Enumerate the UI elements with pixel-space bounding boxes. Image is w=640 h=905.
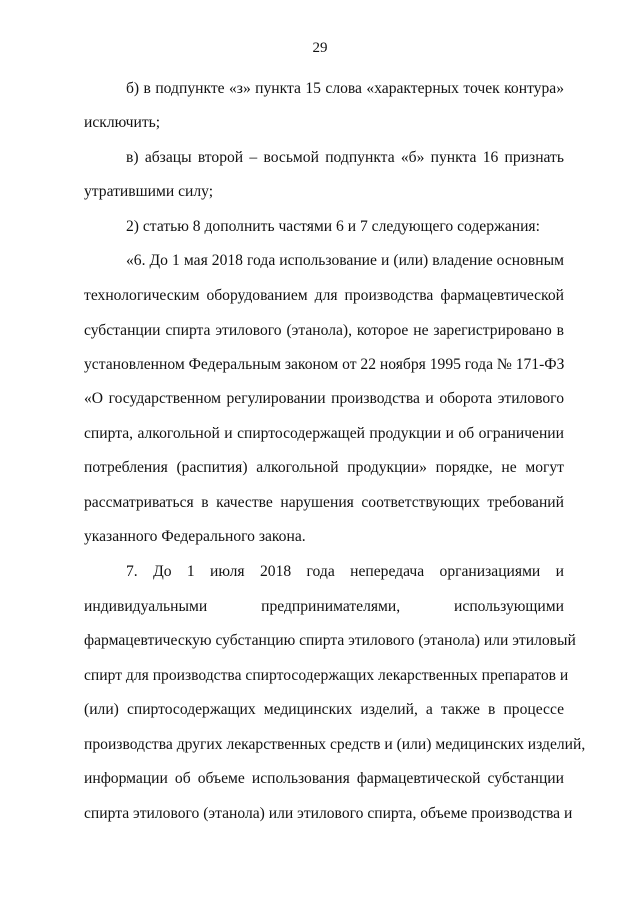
text-line: производства других лекарственных средств и (или) медицинских изделий, xyxy=(84,736,586,753)
text-line: «6. До 1 мая 2018 года использование и (или) владение основным xyxy=(126,252,564,269)
text-line: субстанции спирта этилового (этанола), которое не зарегистрировано в xyxy=(84,322,564,339)
text-line: б) в подпункте «з» пункта 15 слова «характерных точек контура» xyxy=(126,80,564,97)
text-line: (или) спиртосодержащих медицинских изделий, а также в процессе xyxy=(84,701,564,718)
text-line: установленном Федеральным законом от 22 ноября 1995 года № 171-ФЗ xyxy=(84,356,565,373)
text-line: спирт для производства спиртосодержащих лекарственных препаратов и xyxy=(84,667,569,684)
text-line: 7. До 1 июля 2018 года непередача организациями и xyxy=(126,563,564,580)
text-line: спирта, алкогольной и спиртосодержащей продукции и об ограничении xyxy=(84,425,564,442)
text-line: исключить; xyxy=(84,114,161,131)
text-line: рассматриваться в качестве нарушения соответствующих требований xyxy=(84,494,564,511)
text-line: индивидуальными предпринимателями, использующими xyxy=(84,598,564,615)
page-number: 29 xyxy=(312,40,328,56)
text-line: указанного Федерального закона. xyxy=(84,528,306,545)
text-line: в) абзацы второй – восьмой подпункта «б» пункта 16 признать xyxy=(126,149,564,166)
text-line: фармацевтическую субстанцию спирта этилового (этанола) или этиловый xyxy=(84,632,576,649)
text-line: информации об объеме использования фармацевтической субстанции xyxy=(84,770,564,787)
text-line: 2) статью 8 дополнить частями 6 и 7 следующего содержания: xyxy=(126,218,540,235)
text-line: утратившими силу; xyxy=(84,183,214,200)
text-line: потребления (распития) алкогольной продукции» порядке, не могут xyxy=(84,459,564,476)
text-line: «О государственном регулировании производства и оборота этилового xyxy=(84,390,564,407)
text-line: спирта этилового (этанола) или этилового спирта, объеме производства и xyxy=(84,805,573,822)
text-line: технологическим оборудованием для производства фармацевтической xyxy=(84,287,564,304)
